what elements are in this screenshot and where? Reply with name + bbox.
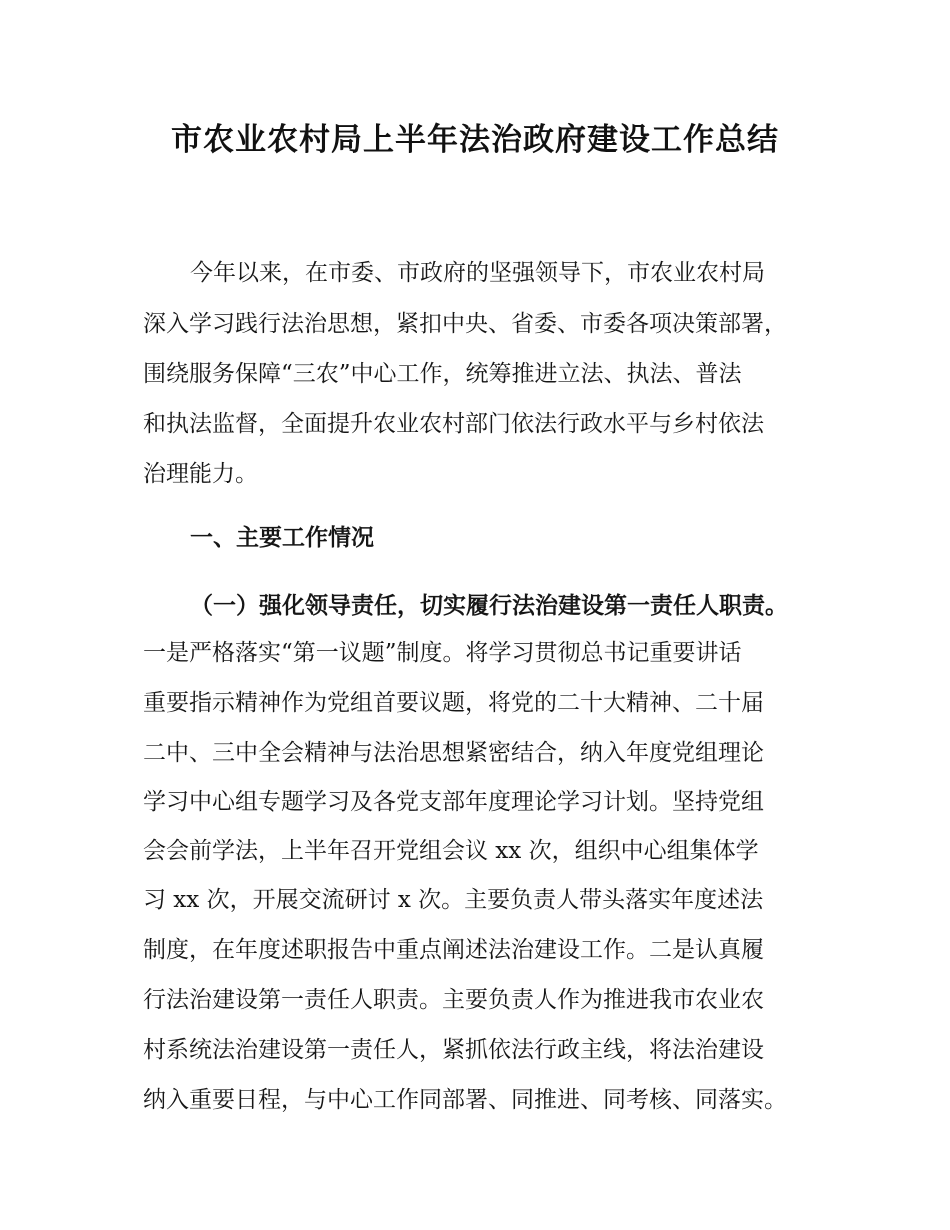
- intro-line: 和执法监督，全面提升农业农村部门依法行政水平与乡村依法: [143, 411, 764, 437]
- intro-line: 深入学习践行法治思想，紧扣中央、省委、市委各项决策部署，: [143, 311, 787, 337]
- body-line: 二中、三中全会精神与法治思想紧密结合，纳入年度党组理论: [143, 740, 764, 766]
- body-line: 一是严格落实“第一议题”制度。将学习贯彻总书记重要讲话: [143, 640, 742, 666]
- body-line: 行法治建设第一责任人职责。主要负责人作为推进我市农业农: [143, 987, 764, 1013]
- body-line: 村系统法治建设第一责任人，紧抓依法行政主线，将法治建设: [143, 1037, 764, 1063]
- intro-line: 围绕服务保障“三农”中心工作，统筹推进立法、执法、普法: [143, 361, 742, 387]
- body-line: 会会前学法，上半年召开党组会议 xx 次，组织中心组集体学: [143, 838, 759, 864]
- body-line: 习 xx 次，开展交流研讨 x 次。主要负责人带头落实年度述法: [143, 887, 764, 913]
- intro-line: 治理能力。: [143, 461, 258, 487]
- intro-line: 今年以来，在市委、市政府的坚强领导下，市农业农村局: [190, 260, 765, 286]
- document-title: 市农业农村局上半年法治政府建设工作总结: [171, 122, 779, 158]
- subsection-heading: （一）强化领导责任，切实履行法治建设第一责任人职责。: [190, 593, 788, 619]
- body-line: 纳入重要日程，与中心工作同部署、同推进、同考核、同落实。: [143, 1087, 787, 1113]
- body-line: 学习中心组专题学习及各党支部年度理论学习计划。坚持党组: [143, 789, 764, 815]
- section-heading: 一、主要工作情况: [190, 525, 374, 551]
- body-line: 制度，在年度述职报告中重点阐述法治建设工作。二是认真履: [143, 937, 764, 963]
- body-line: 重要指示精神作为党组首要议题，将党的二十大精神、二十届: [143, 690, 764, 716]
